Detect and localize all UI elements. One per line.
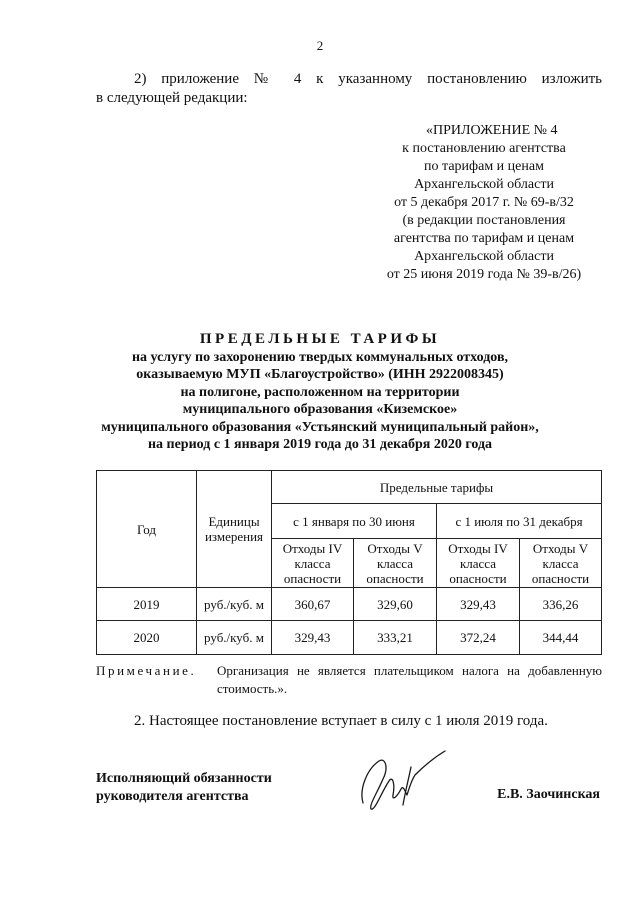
heading-line: муниципального образования «Киземское» bbox=[182, 402, 458, 417]
intro-paragraph bbox=[96, 70, 602, 108]
heading-title: ПРЕДЕЛЬНЫЕ ТАРИФЫ bbox=[199, 331, 441, 347]
effective-date-paragraph: 2. Настоящее постановление вступает в силу с 1 июля 2019 года. bbox=[134, 713, 548, 729]
header-waste-iv: Отходы IV класса опасности bbox=[437, 539, 520, 588]
cell-unit: руб./куб. м bbox=[197, 621, 272, 655]
cell-value: 333,21 bbox=[354, 621, 437, 655]
cell-value: 329,60 bbox=[354, 588, 437, 621]
handwritten-signature-icon bbox=[345, 745, 455, 820]
appendix-line: к постановлению агентства bbox=[402, 141, 566, 156]
document-heading bbox=[80, 331, 560, 454]
signatory-name: Е.В. Заочинская bbox=[497, 787, 600, 802]
heading-line: на период с 1 января 2019 года до 31 декабря 2020 года bbox=[147, 437, 493, 452]
cell-year: 2020 bbox=[97, 621, 197, 655]
appendix-line: агентства по тарифам и ценам bbox=[393, 231, 575, 246]
position-line: руководителя агентства bbox=[96, 789, 249, 804]
header-period-2: с 1 июля по 31 декабря bbox=[437, 504, 602, 539]
appendix-line: (в редакции постановления bbox=[402, 213, 566, 228]
heading-line: на полигоне, расположенном на территории bbox=[180, 384, 460, 400]
intro-line-1: 2) приложение № 4 к указанному постановлению изложить bbox=[134, 71, 602, 87]
heading-line: муниципального образования «Устьянский муниципальный район», bbox=[101, 419, 539, 435]
table-row bbox=[97, 588, 602, 621]
appendix-line: от 25 июня 2019 года № 39-в/26) bbox=[386, 267, 582, 282]
position-line: Исполняющий обязанности bbox=[96, 771, 272, 786]
tariffs-table bbox=[96, 470, 602, 655]
appendix-line: по тарифам и ценам bbox=[424, 159, 544, 174]
heading-line: на услугу по захоронению твердых коммунальных отходов, bbox=[131, 349, 509, 365]
appendix-line: «ПРИЛОЖЕНИЕ № 4 bbox=[426, 123, 558, 138]
appendix-line: Архангельской области bbox=[414, 249, 554, 264]
cell-value: 336,26 bbox=[520, 588, 602, 621]
signatory-position bbox=[96, 770, 272, 806]
page-number: 2 bbox=[316, 38, 324, 53]
header-year: Год bbox=[97, 471, 197, 588]
cell-value: 372,24 bbox=[437, 621, 520, 655]
header-waste-iv: Отходы IV класса опасности bbox=[272, 539, 354, 588]
header-waste-v: Отходы V класса опасности bbox=[520, 539, 602, 588]
appendix-header bbox=[374, 122, 594, 284]
appendix-line: от 5 декабря 2017 г. № 69-в/32 bbox=[394, 195, 574, 210]
header-tariffs: Предельные тарифы bbox=[272, 471, 602, 504]
cell-value: 329,43 bbox=[272, 621, 354, 655]
heading-line: оказываемую МУП «Благоустройство» (ИНН 2922008345) bbox=[136, 367, 504, 382]
appendix-line: Архангельской области bbox=[414, 177, 554, 192]
header-unit: Единицы измерения bbox=[197, 471, 272, 588]
cell-value: 329,43 bbox=[437, 588, 520, 621]
intro-line-2: в следующей редакции: bbox=[96, 90, 248, 106]
cell-value: 360,67 bbox=[272, 588, 354, 621]
cell-value: 344,44 bbox=[520, 621, 602, 655]
cell-year: 2019 bbox=[97, 588, 197, 621]
table-row bbox=[97, 621, 602, 655]
note-text: Организация не является плательщиком налога на добавленную стоимость.». bbox=[217, 663, 602, 696]
note-label: Примечание. bbox=[96, 663, 197, 678]
header-waste-v: Отходы V класса опасности bbox=[354, 539, 437, 588]
header-period-1: с 1 января по 30 июня bbox=[272, 504, 437, 539]
cell-unit: руб./куб. м bbox=[197, 588, 272, 621]
